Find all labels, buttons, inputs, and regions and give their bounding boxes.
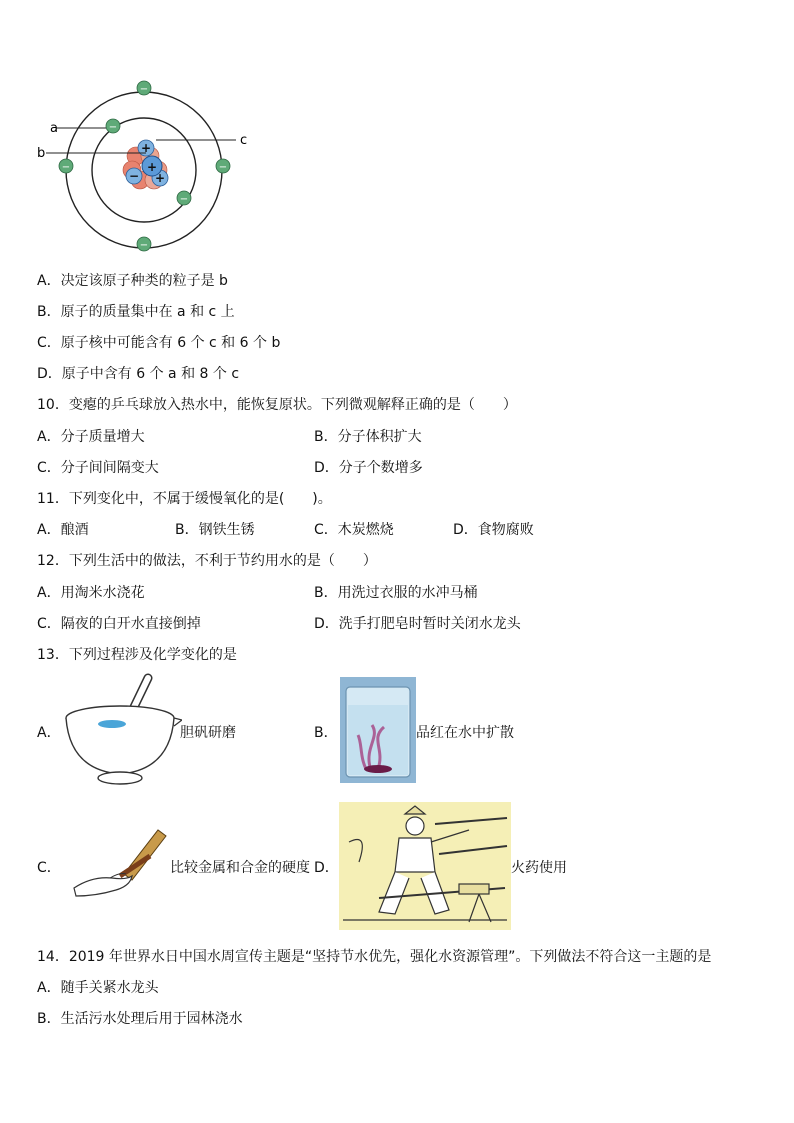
svg-text:−: − bbox=[218, 162, 228, 173]
mortar-pestle-image bbox=[62, 670, 182, 790]
q11-stem: 11．下列变化中，不属于缓慢氧化的是( )。 bbox=[37, 491, 332, 507]
q10-option-d: D．分子个数增多 bbox=[314, 460, 423, 476]
svg-text:+: + bbox=[140, 141, 152, 155]
q10-stem: 10．变瘪的乒乓球放入热水中，能恢复原状。下列微观解释正确的是（ ） bbox=[37, 397, 517, 413]
metal-scratch-image bbox=[70, 826, 170, 900]
atom-label-a: a bbox=[50, 121, 58, 136]
q10-option-b: B．分子体积扩大 bbox=[314, 429, 422, 445]
svg-text:+: + bbox=[154, 171, 166, 185]
svg-text:−: − bbox=[139, 84, 149, 95]
q9-option-c: C．原子核中可能含有 6 个 c 和 6 个 b bbox=[37, 335, 281, 351]
q13-option-b-letter: B． bbox=[314, 725, 338, 741]
gunpowder-warrior-image bbox=[339, 802, 511, 930]
q14-option-b: B．生活污水处理后用于园林浇水 bbox=[37, 1011, 243, 1027]
atom-label-b: b bbox=[37, 146, 46, 161]
beaker-red-dye-image bbox=[340, 677, 416, 783]
atom-label-c: c bbox=[240, 133, 248, 148]
q11-option-a: A．酿酒 bbox=[37, 522, 89, 538]
q12-option-c: C．隔夜的白开水直接倒掉 bbox=[37, 616, 201, 632]
q10-option-c: C．分子间间隔变大 bbox=[37, 460, 159, 476]
q13-option-d-letter: D． bbox=[314, 860, 339, 876]
q11-option-c: C．木炭燃烧 bbox=[314, 522, 394, 538]
q13-option-c-letter: C． bbox=[37, 860, 61, 876]
svg-text:−: − bbox=[179, 194, 189, 205]
q9-option-b: B．原子的质量集中在 a 和 c 上 bbox=[37, 304, 235, 320]
q13-option-a-letter: A． bbox=[37, 725, 61, 741]
svg-text:−: − bbox=[61, 162, 71, 173]
q12-option-d: D．洗手打肥皂时暂时关闭水龙头 bbox=[314, 616, 521, 632]
q13-option-c-text: 比较金属和合金的硬度 bbox=[170, 860, 310, 876]
q12-stem: 12．下列生活中的做法，不利于节约用水的是（ ） bbox=[37, 553, 377, 569]
q14-option-a: A．随手关紧水龙头 bbox=[37, 980, 159, 996]
q13-option-a-text: 胆矾研磨 bbox=[180, 725, 236, 741]
q12-option-a: A．用淘米水浇花 bbox=[37, 585, 145, 601]
q10-option-a: A．分子质量增大 bbox=[37, 429, 145, 445]
q14-stem: 14．2019 年世界水日中国水周宣传主题是“坚持节水优先，强化水资源管理”。下列做法不符合这一主题的是 bbox=[37, 949, 712, 965]
q12-option-b: B．用洗过衣服的水冲马桶 bbox=[314, 585, 478, 601]
q9-option-a: A．决定该原子种类的粒子是 b bbox=[37, 273, 228, 289]
q9-option-d: D．原子中含有 6 个 a 和 8 个 c bbox=[37, 366, 240, 382]
q13-option-d-text: 火药使用 bbox=[511, 860, 567, 876]
svg-text:−: − bbox=[128, 169, 140, 183]
q13-stem: 13．下列过程涉及化学变化的是 bbox=[37, 647, 237, 663]
q11-option-d: D．食物腐败 bbox=[453, 522, 534, 538]
svg-text:−: − bbox=[139, 240, 149, 251]
q11-option-b: B．钢铁生锈 bbox=[175, 522, 255, 538]
q13-option-b-text: 品红在水中扩散 bbox=[416, 725, 514, 741]
atom-structure-diagram bbox=[36, 74, 266, 258]
svg-text:−: − bbox=[108, 122, 118, 133]
svg-text:+: + bbox=[146, 160, 158, 174]
